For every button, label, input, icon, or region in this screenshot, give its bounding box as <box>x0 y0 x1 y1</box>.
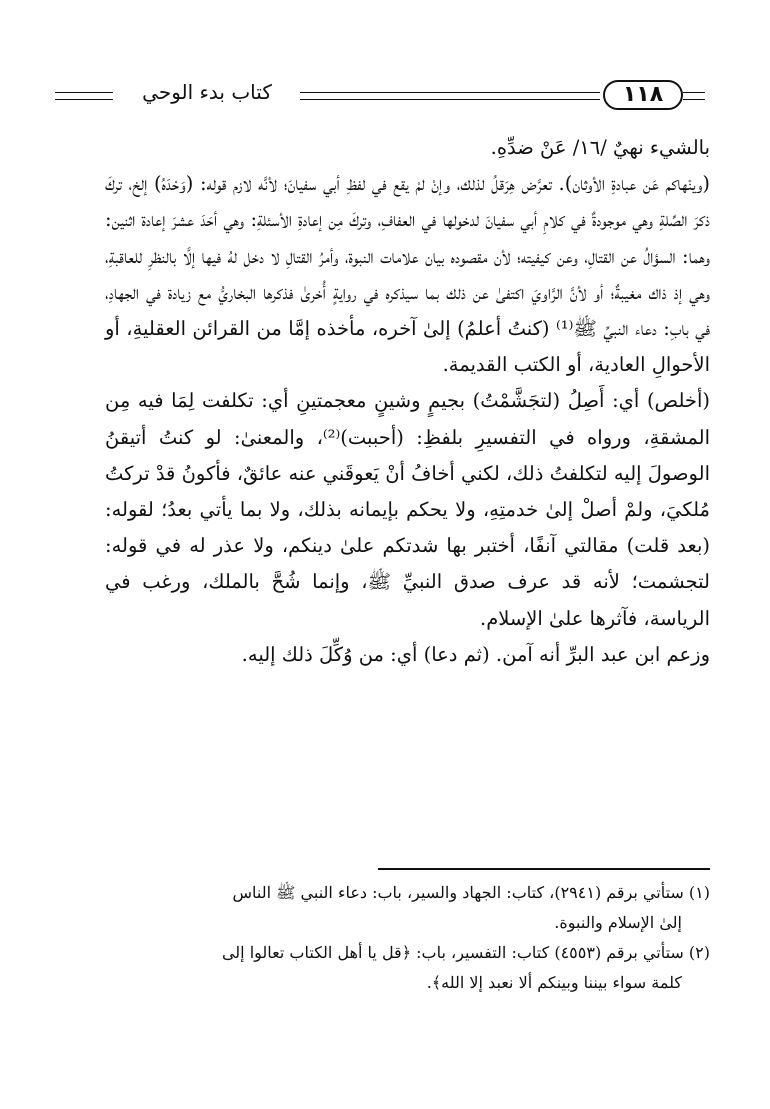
running-book-title: كتاب بدء الوحي <box>142 80 272 104</box>
footnote-2-line-1: (٢) ستأتي برقم (٤٥٥٣) كتاب: التفسير، باب: ﴿قل يا أهل الكتاب تعالوا إلى <box>221 943 710 962</box>
header-rule-left <box>55 92 113 100</box>
running-header <box>55 78 705 118</box>
footnote-1-line-2: إلىٰ الإسلام والنبوة. <box>554 913 682 932</box>
main-text <box>105 130 710 673</box>
footnotes <box>105 878 710 998</box>
body-paragraph: بالشيء نهيٌ /١٦/ عَنْ ضدِّهِ. <box>490 136 710 159</box>
page-number-badge: ١١٨ <box>603 80 683 110</box>
footnote-1-line-1: (١) ستأتي برقم (٢٩٤١)، كتاب: الجهاد والسير، باب: دعاء النبي ﷺ الناس <box>232 883 710 902</box>
body-paragraph: (أخلص) أي: أَصِلُ (لتجَشَّمْتُ) بجيمٍ وشينٍ معجمتينِ أي: تكلفت لِمَا فيه مِن المشقةِ، ورواه في التفسيرِ بلفظِ: (أحببت)⁽²⁾، والمعنىٰ: لو كنتُ أتيقنُ الوصولَ إليه لتكلفتُ ذلك، لكني أخافُ أنْ يَعوقَني عنه عائقٌ، فأكونُ قدْ تركتُ مُلكيَ، ولمْ أصلْ إلىٰ خدمتِهِ، ولا يحكم بإيمانه بذلك، ولا بما يأتي بعدُ؛ لقوله: (بعد قلت) مقالتي آنفًا، أختبر بها شدتكم علىٰ دينكم، ولا عذر له في قوله: لتجشمت؛ لأنه قد عرف صدق النبيِّ ﷺ، وإنما شُحَّ بالملك، ورغب في الرياسة، فآثرها علىٰ الإسلام. <box>105 389 710 630</box>
body-paragraph: وزعم ابن عبد البرِّ أنه آمن. (ثم دعا) أي: من وُكِّلَ ذلك إليه. <box>241 642 710 666</box>
footnote-separator <box>378 868 710 870</box>
header-rule-middle <box>300 92 600 100</box>
body-paragraph: (وينْهاكم عَن عبادةِ الأوثان). تعرَّض هِرَقلُ لذلك، وإنْ لمْ يقع في لفظِ أبي سفيانَ؛ لأنَّه لازم قوله: (وَحْدَهُ) إلخ، تركَ ذكرَ الصِّلةِ وهي موجودةٌ في كلامِ أبي سفيانَ لدخولها في العفافِ، وتركَ مِن إعادةِ الأسئلةِ: وهي أحَدَ عشرَ إعادة اثنين: وهما: السؤالُ عن القتالِ، وعن كيفيته؛ لأن مقصوده بيان علامات النبوة، وأمرُ القتالِ لا دخل لهُ فيها إلَّا بالنظرِ للعاقبةِ، وهي إذ ذاك مغيبةٌ؛ أو لأنَّ الرَّاويَ اكتفىٰ عن ذلك بما سيذكره في روايةٍ أُخرىٰ فذكرها البخاريُّ مع زيادة في الجهادِ، في بابِ: دعاء النبيِّ ﷺ⁽¹⁾ (كنتُ أعلمُ) إلىٰ آخره، مأخذه إمَّا من القرائن العقليةِ، أو الأحوالِ العادية، أو الكتب القديمة. <box>105 172 710 377</box>
header-rule-right <box>683 92 705 100</box>
footnote-2-line-2: كلمة سواء بيننا وبينكم ألا نعبد إلا الله﴾. <box>426 973 682 992</box>
